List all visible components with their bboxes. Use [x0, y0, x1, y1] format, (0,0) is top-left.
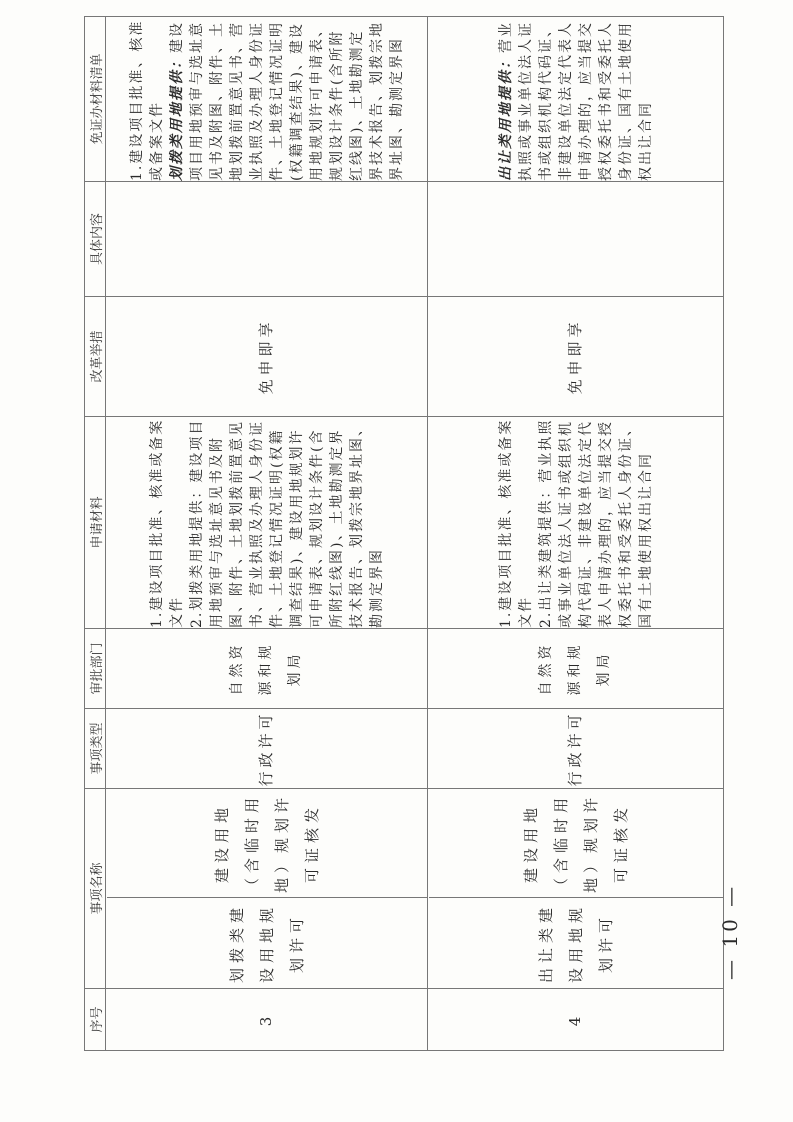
header-item-name: 事项名称 — [85, 789, 106, 989]
rotated-page-content — [84, 17, 722, 1051]
item-name-cell — [428, 789, 724, 989]
material-item: 1.建设项目批准、核准或备案文件 — [497, 418, 534, 628]
page-number: — 10 — — [718, 883, 742, 980]
header-row — [85, 17, 106, 1051]
detail-content — [428, 182, 724, 297]
table-row — [106, 17, 428, 1051]
cert-list-bold-label: 出让类用地提供： — [497, 53, 514, 181]
cert-list-body — [167, 17, 407, 181]
material-item: 2.出让类建筑提供：营业执照或事业单位法人证书或组织机构代码证、非建设单位法定代表人申请办理的，应当提交授权委托书和受委托人身份证、国有土地使用权出让合同 — [537, 418, 654, 628]
reform-measure: 免申即享 — [428, 297, 724, 417]
cert-list-body — [496, 17, 656, 181]
item-name: 划拨类建设用地规划许可 — [107, 898, 427, 989]
item-name: 出让类建设用地规划许可 — [429, 898, 723, 989]
item-sub-name: 建设用地（含临时用地）规划许可证核发 — [521, 793, 630, 894]
header-index: 序号 — [85, 989, 106, 1051]
item-sub-name: 建设用地（含临时用地）规划许可证核发 — [212, 793, 321, 894]
row-index: 3 — [106, 989, 428, 1051]
header-materials: 申请材料 — [85, 417, 106, 629]
cert-list-text: 建设项目用地预审与选址意见书及附图、附件、土地划拨前置意见书、营业执照及办理人身份证件、土地登记情况证明(权籍调查结果)、建设用地规划许可申请表、规划设计条件(含所附红线图)、土地勘测定界技术报告、划拨宗地界址图、勘测定界图 — [168, 21, 405, 181]
row-index: 4 — [428, 989, 724, 1051]
cert-list-line: 1.建设项目批准、核准或备案文件 — [128, 19, 165, 181]
material-item: 1.建设项目批准、核准或备案文件 — [148, 418, 185, 628]
table-row — [428, 17, 724, 1051]
item-type: 行政许可 — [106, 709, 428, 789]
header-cert-free-list: 免证办材料清单 — [85, 17, 106, 182]
cert-list-bold-label: 划拨类用地提供： — [168, 53, 185, 181]
header-reform-measure: 改革举措 — [85, 297, 106, 417]
header-department: 审批部门 — [85, 629, 106, 709]
cert-free-list — [428, 17, 724, 182]
detail-content — [106, 182, 428, 297]
header-item-type: 事项类型 — [85, 709, 106, 789]
approval-department: 自然资源和规划局 — [428, 629, 724, 709]
table-header — [85, 17, 106, 1051]
reform-measure: 免申即享 — [106, 297, 428, 417]
cert-list-text: 营业执照或事业单位法人证书或组织机构代码证、非建设单位法定代表人申请办理的，应当提交授权委托书和受委托人身份证、国有土地使用权出让合同 — [497, 21, 654, 181]
item-name-subtable — [429, 789, 723, 988]
application-materials — [106, 417, 428, 629]
approval-department: 自然资源和规划局 — [106, 629, 428, 709]
approval-items-table — [84, 16, 724, 1051]
item-type: 行政许可 — [428, 709, 724, 789]
cert-free-list — [106, 17, 428, 182]
item-name-cell — [106, 789, 428, 989]
item-name-subtable — [107, 789, 427, 988]
application-materials — [428, 417, 724, 629]
material-item: 2.划拨类用地提供：建设项目用地预审与选址意见书及附图、附件、土地划拨前置意见书、营业执照及办理人身份证件、土地登记情况证明(权籍调查结果)、建设用地规划许可申请表、规划设计条件(含所附红线图)、土地勘测定界技术报告、划拨宗地界址图、勘测定界图 — [188, 418, 385, 628]
header-detail: 具体内容 — [85, 182, 106, 297]
